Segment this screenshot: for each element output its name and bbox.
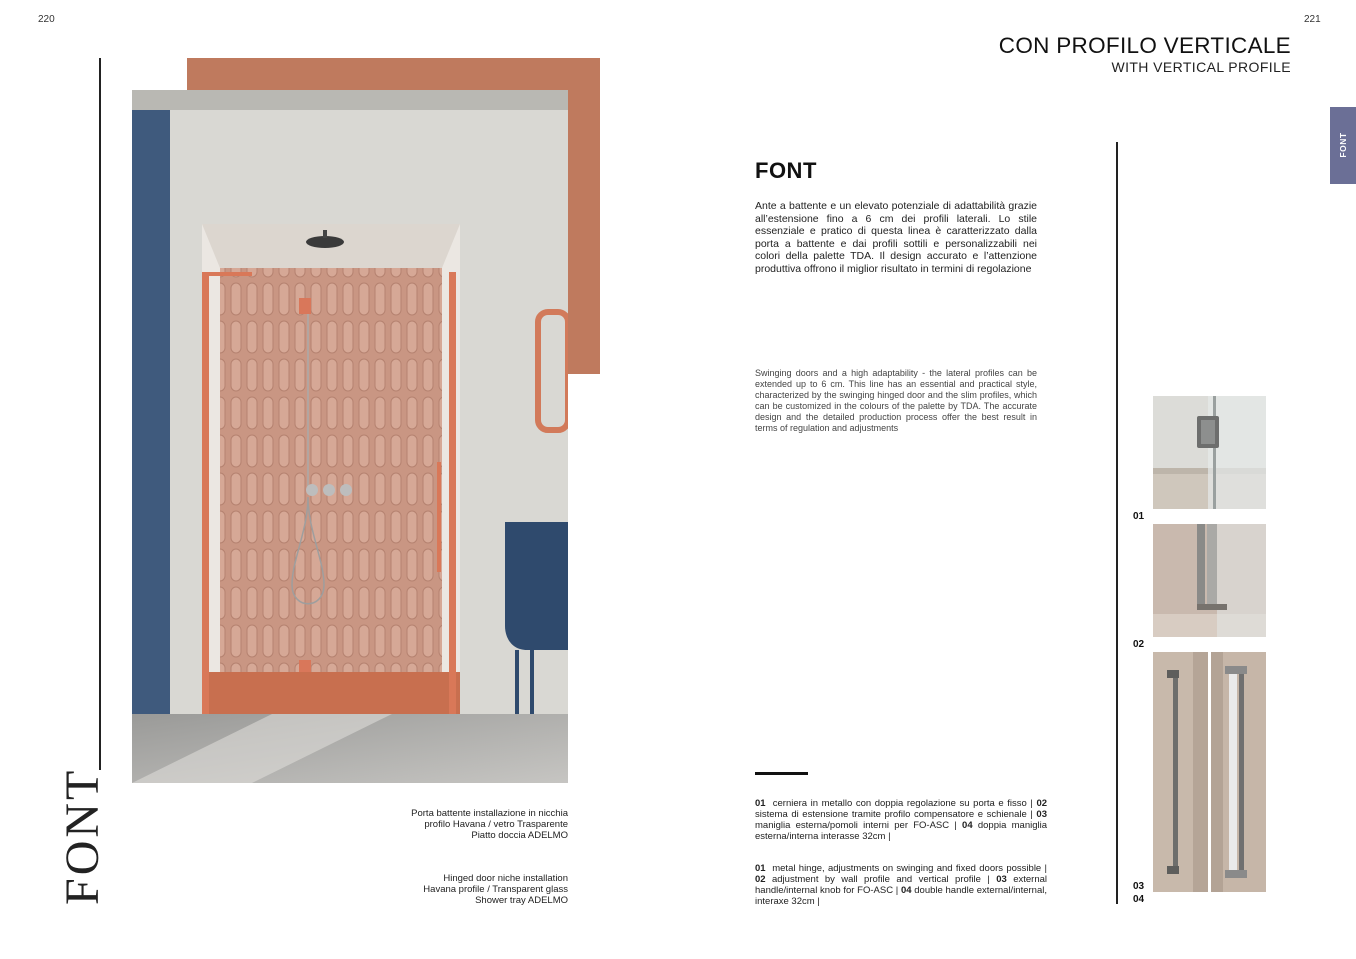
caption-italian <box>328 808 568 841</box>
product-description-english: Swinging doors and a high adaptability - the lateral profiles can be extended up to 6 cm. This line has an essential and practical style, characterized by the swinging hinged door and the slim profiles, which can be customized in the colours of the palette by TDA. The accurate design and the detailed production process offer the best result in terms of regulation and adjustments <box>755 368 1037 433</box>
detail-photo-handle-external <box>1153 652 1208 892</box>
details-italian <box>755 798 1047 842</box>
caption-line: profilo Havana / vetro Trasparente <box>424 819 568 830</box>
thumb-label-01: 01 <box>1133 511 1145 522</box>
short-divider <box>755 772 808 775</box>
caption-line: Shower tray ADELMO <box>475 895 568 906</box>
caption-line: Hinged door niche installation <box>443 873 568 884</box>
detail-number: 01 <box>755 798 766 809</box>
detail-text: cerniera in metallo con doppia regolazione su porta e fisso | <box>772 798 1033 809</box>
product-description-italian: Ante a battente e un elevato potenziale di adattabilità grazie all’estensione fino a 6 cm dei profili laterali. Lo stile essenziale e pratico di questa linea è caratterizzato dalla porta a battente e dai profili sottili e personalizzabili nei colori della palette TDA. Il design accurato e l’attenzione produttiva offrono il miglior risultato in termini di regolazione <box>755 200 1037 275</box>
detail-text: doppia maniglia esterna/interna interasse 32cm | <box>755 820 1047 842</box>
shower-illustration <box>132 90 568 783</box>
detail-text: double handle external/internal, interaxe 32cm | <box>755 885 1047 907</box>
vertical-divider-right <box>1116 142 1118 904</box>
page-number-right: 221 <box>1304 14 1321 25</box>
caption-line: Piatto doccia ADELMO <box>471 830 568 841</box>
page-number-left: 220 <box>38 14 55 25</box>
section-title: CON PROFILO VERTICALE <box>998 33 1291 58</box>
product-heading: FONT <box>755 158 817 183</box>
caption-english <box>328 873 568 906</box>
detail-number: 02 <box>1036 798 1048 809</box>
detail-photo-handle-double <box>1211 652 1266 892</box>
side-tab-label: FONT <box>1338 132 1348 158</box>
detail-text: adjustment by wall profile and vertical profile | <box>771 874 990 885</box>
thumb-label-03: 03 <box>1133 881 1145 892</box>
detail-text: maniglia esterna/pomoli interni per FO-ASC | <box>755 820 957 831</box>
detail-number: 03 <box>996 874 1007 885</box>
section-subtitle: WITH VERTICAL PROFILE <box>1111 59 1291 75</box>
detail-number: 04 <box>962 820 973 831</box>
details-english <box>755 863 1047 907</box>
detail-text: external handle/internal knob for FO-ASC | <box>755 874 1048 896</box>
detail-photo-hinge <box>1153 396 1266 509</box>
thumb-label-02: 02 <box>1133 639 1145 650</box>
caption-line: Porta battente installazione in nicchia <box>411 808 568 819</box>
detail-number: 02 <box>755 874 766 885</box>
detail-number: 04 <box>900 885 912 896</box>
detail-text: sistema di estensione tramite profilo compensatore e schienale | <box>755 809 1033 820</box>
hero-shower-photo <box>132 90 568 783</box>
detail-text: metal hinge, adjustments on swinging and fixed doors possible | <box>772 863 1047 874</box>
detail-number: 03 <box>1036 809 1047 820</box>
vertical-product-title: FONT <box>56 767 109 905</box>
detail-photo-profile <box>1153 524 1266 637</box>
vertical-divider-left <box>99 58 101 770</box>
detail-number: 01 <box>755 863 766 874</box>
caption-line: Havana profile / Transparent glass <box>423 884 568 895</box>
thumb-label-04: 04 <box>1133 894 1145 905</box>
side-index-tab[interactable] <box>1330 107 1356 184</box>
